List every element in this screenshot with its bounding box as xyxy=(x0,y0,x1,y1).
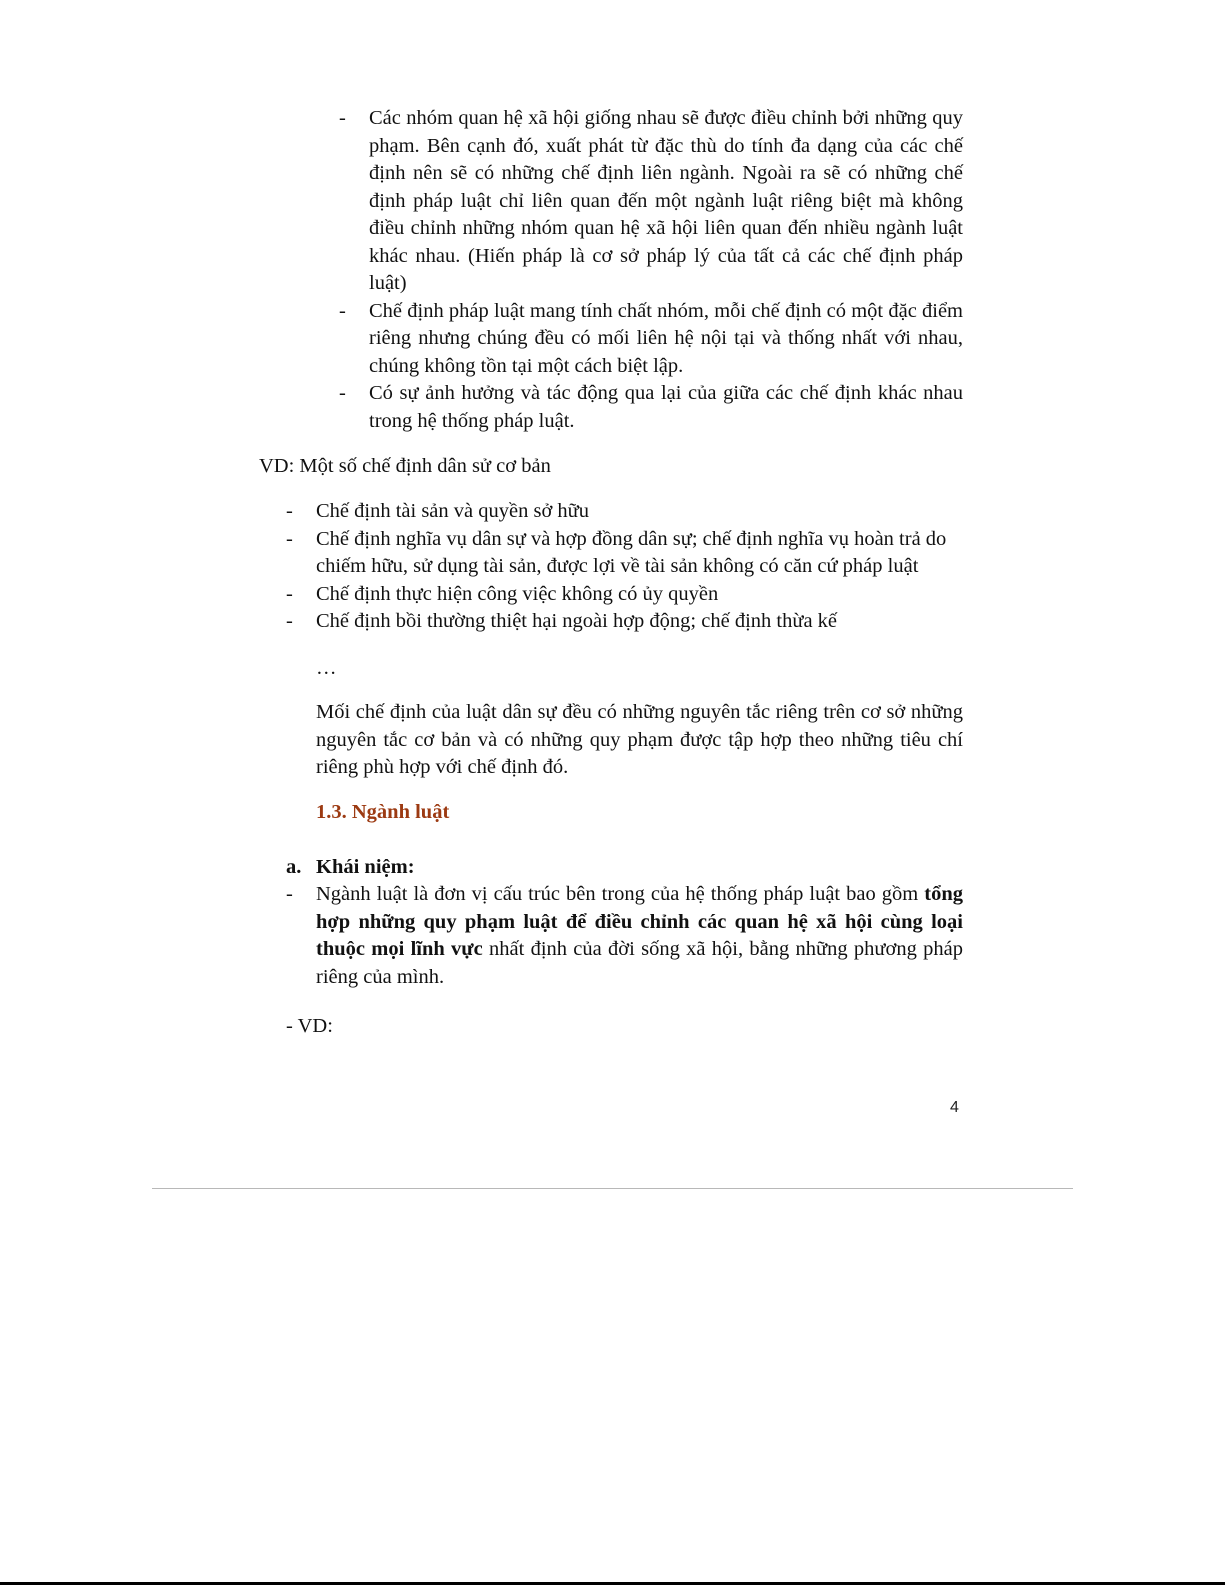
list-item-text: Chế định thực hiện công việc không có ủy quyền xyxy=(316,582,719,605)
example-intro: VD: Một số chế định dân sử cơ bản xyxy=(259,455,551,477)
list-item-text: Chế định tài sản và quyền sở hữu xyxy=(316,500,590,522)
list-item-text: Chế định nghĩa vụ dân sự và hợp đồng dân sự; chế định nghĩa vụ hoàn trả do chiếm hữu, sử dụng tài sản, được lợi về tài sản không có căn cứ pháp luật xyxy=(316,527,947,577)
page-divider xyxy=(152,1188,1073,1189)
definition-bold-text: tổng hợp những quy phạm luật để điều chỉnh các quan hệ xã hội cùng loại thuộc mọi lĩnh vực xyxy=(316,883,963,960)
bullet-dash: - xyxy=(339,299,346,322)
list-item xyxy=(339,380,963,435)
list-item xyxy=(286,498,963,526)
list-item xyxy=(286,526,963,581)
bullet-dash: - xyxy=(339,107,346,129)
civil-institutions-list xyxy=(286,498,963,636)
definition-text-part2: nhất định của đời sống xã hội, bằng những phương pháp riêng của mình. xyxy=(316,938,963,988)
ellipsis: … xyxy=(316,657,337,679)
list-item xyxy=(339,298,963,381)
list-item-text: Các nhóm quan hệ xã hội giống nhau sẽ được điều chỉnh bởi những quy phạm. Bên cạnh đó, xuất phát từ đặc thù do tính đa dạng của các chế định nên sẽ có những chế định liên ngành. Ngoài ra sẽ có những chế định pháp luật chỉ liên quan đến một ngành luật riêng biệt mà không điều chỉnh những nhóm quan hệ xã hội liên quan đến nhiều ngành luật khác nhau. (Hiến pháp là cơ sở pháp lý của tất cả các chế định pháp luật) xyxy=(369,107,963,294)
characteristics-list xyxy=(339,105,963,435)
example-label: - VD: xyxy=(286,1015,333,1037)
subheading-marker: a. xyxy=(286,856,302,878)
bullet-dash: - xyxy=(286,500,293,522)
list-item xyxy=(339,105,963,298)
section-heading: 1.3. Ngành luật xyxy=(316,801,450,823)
subheading-label: Khái niệm: xyxy=(316,856,415,878)
bullet-dash: - xyxy=(286,527,293,550)
page-number: 4 xyxy=(950,1099,959,1116)
bullet-dash: - xyxy=(339,382,346,404)
list-item-text: Chế định bồi thường thiệt hại ngoài hợp động; chế định thừa kế xyxy=(316,610,838,632)
bullet-dash: - xyxy=(286,582,293,605)
definition-item xyxy=(286,881,963,991)
list-item-text: Có sự ảnh hưởng và tác động qua lại của giữa các chế định khác nhau trong hệ thống pháp luật. xyxy=(369,382,963,432)
definition-text-part1: Ngành luật là đơn vị cấu trúc bên trong của hệ thống pháp luật bao gồm xyxy=(316,883,925,905)
bullet-dash: - xyxy=(286,883,293,905)
list-item xyxy=(286,608,963,636)
subheading xyxy=(286,854,415,882)
list-item-text: Chế định pháp luật mang tính chất nhóm, mỗi chế định có một đặc điểm riêng nhưng chúng đều có mối liên hệ nội tại và thống nhất với nhau, chúng không tồn tại một cách biệt lập. xyxy=(369,299,963,377)
bullet-dash: - xyxy=(286,610,293,632)
civil-law-paragraph: Mối chế định của luật dân sự đều có những nguyên tắc riêng trên cơ sở những nguyên tắc cơ bản và có những quy phạm được tập hợp theo những tiêu chí riêng phù hợp với chế định đó. xyxy=(316,701,963,778)
list-item xyxy=(286,581,963,609)
